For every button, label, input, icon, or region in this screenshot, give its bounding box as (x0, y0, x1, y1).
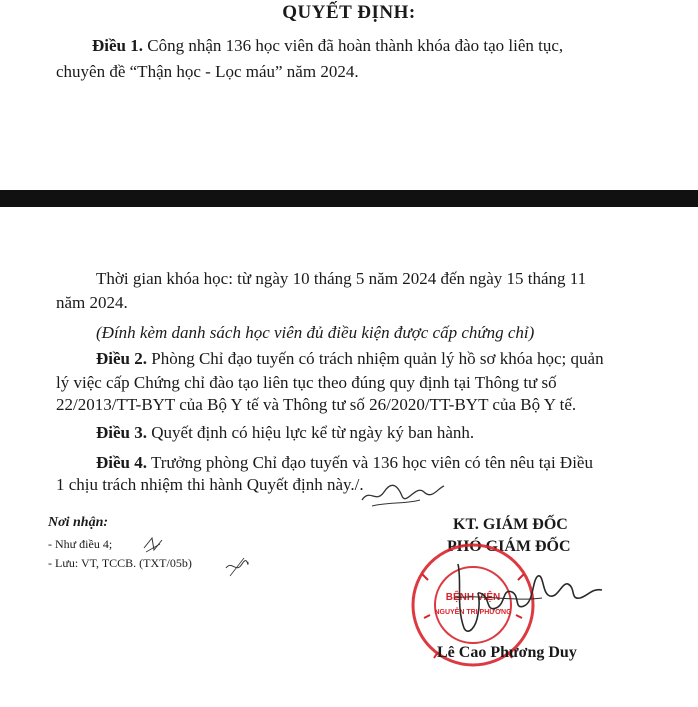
recipient-item-2: - Lưu: VT, TCCB. (TXT/05b) (48, 556, 192, 570)
director-signature (452, 558, 612, 640)
article-1-line-2: chuyên đề “Thận học - Lọc máu” năm 2024. (56, 62, 359, 81)
article-3-line (96, 420, 696, 446)
recipients-heading: Nơi nhận: (48, 515, 109, 530)
signature-title-1: KT. GIÁM ĐỐC (453, 516, 568, 533)
article-4-text-1: Trưởng phòng Chỉ đạo tuyến và 136 học viên có tên nêu tại Điều (147, 453, 593, 472)
decision-heading: QUYẾT ĐỊNH: (282, 2, 416, 23)
signer-name: Lê Cao Phương Duy (437, 644, 577, 661)
recipient-initial-mark-1 (142, 534, 166, 554)
duration-line-1: Thời gian khóa học: từ ngày 10 tháng 5 năm 2024 đến ngày 15 tháng 11 (96, 269, 587, 288)
signature-title-2: PHÓ GIÁM ĐỐC (447, 538, 571, 555)
recipient-initial-mark-2 (224, 556, 250, 578)
initials-scribble (358, 478, 448, 508)
article-1-line-1 (92, 33, 692, 59)
attachment-note: (Đính kèm danh sách học viên đủ điều kiện được cấp chứng chỉ) (96, 323, 535, 342)
recipient-item-1: - Như điều 4; (48, 537, 113, 551)
article-2-line-1 (96, 346, 696, 372)
article-2-label: Điều 2. (96, 349, 147, 368)
article-3-label: Điều 3. (96, 423, 147, 442)
article-2-line-3: 22/2013/TT-BYT của Bộ Y tế và Thông tư số 26/2020/TT-BYT của Bộ Y tế. (56, 395, 577, 414)
scan-divider-bar (0, 190, 698, 207)
article-4-label: Điều 4. (96, 453, 147, 472)
article-2-line-2: lý việc cấp Chứng chỉ đào tạo liên tục theo đúng quy định tại Thông tư số (56, 373, 557, 392)
article-4-line-2: 1 chịu trách nhiệm thi hành Quyết định này./. (56, 475, 364, 494)
seal-center-line-1: BỆNH VIỆN (445, 592, 501, 603)
duration-line-2: năm 2024. (56, 293, 128, 312)
article-1-text-1: Công nhận 136 học viên đã hoàn thành khóa đào tạo liên tục, (143, 36, 564, 55)
article-1-label: Điều 1. (92, 36, 143, 55)
article-2-text-1: Phòng Chỉ đạo tuyến có trách nhiệm quản lý hồ sơ khóa học; quản (147, 349, 604, 368)
seal-center-line-2: NGUYỄN TRI PHƯƠNG (434, 609, 512, 616)
article-3-text: Quyết định có hiệu lực kể từ ngày ký ban hành. (147, 423, 475, 442)
